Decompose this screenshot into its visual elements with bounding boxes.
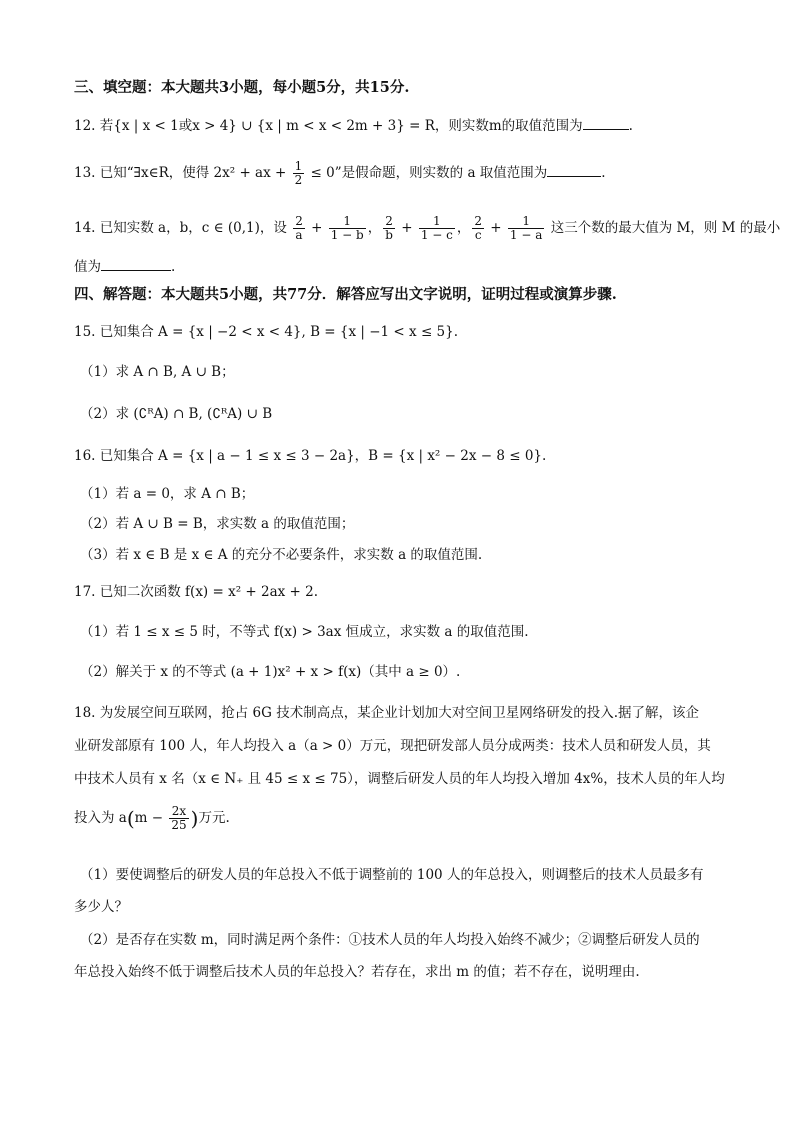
fraction: $\frac{2x}{25}$ [171, 804, 187, 832]
left-paren: ( [126, 806, 135, 831]
question-18-part-2: （2）是否存在实数 m，同时满足两个条件：①技术人员的年人均投入始终不减少；②调整后研发人员的 [80, 932, 700, 948]
answer-blank[interactable] [583, 115, 629, 130]
fraction: $\frac{1}{1 - c}$ [420, 214, 453, 242]
question-18-line-3: 中技术人员有 x 名（x ∈ N₊ 且 45 ≤ x ≤ 75），调整后研发人员的年人均投入增加 4x%，技术人员的年人均 [74, 771, 725, 787]
fraction: $\frac{1}{2}$ [294, 159, 303, 187]
question-16-part-3: （3）若 x ∈ B 是 x ∈ A 的充分不必要条件，求实数 a 的取值范围. [80, 547, 483, 563]
question-14-cont: 值为 . [74, 256, 734, 277]
question-16-part-1: （1）若 a = 0，求 A ∩ B； [80, 486, 255, 502]
question-12: 12. 若{x | x < 1或x > 4} ∪ {x | m < x < 2m + 3} = R，则实数m的取值范围为 . [74, 115, 734, 136]
question-15: 15. 已知集合 A = {x | −2 < x < 4}, B = {x | −1 < x ≤ 5}. [74, 324, 459, 340]
question-18-part-2-cont: 年总投入始终不低于调整后技术人员的年总投入？若存在，求出 m 的值；若不存在，说明理由. [74, 964, 640, 980]
fraction: $\frac{2}{c}$ [474, 214, 483, 242]
question-17-part-1: （1）若 1 ≤ x ≤ 5 时，不等式 f(x) > 3ax 恒成立，求实数 a 的取值范围. [80, 624, 529, 640]
right-paren: ) [190, 806, 199, 831]
fraction: $\frac{1}{1 - a}$ [509, 214, 543, 242]
question-18-line-4: 投入为 a(m − $\frac{2x}{25}$ )万元. [74, 804, 230, 832]
set-a: {x | x < 1或x > 4} [113, 118, 237, 134]
answer-blank[interactable] [101, 256, 171, 271]
question-18-part-1: （1）要使调整后的研发人员的年总投入不低于调整前的 100 人的年总投入，则调整后的技术人员最多有 [80, 867, 704, 883]
fraction: $\frac{1}{1 - b}$ [330, 214, 364, 242]
question-18-part-1-cont: 多少人？ [74, 899, 128, 915]
question-15-part-1: （1）求 A ∩ B, A ∪ B； [80, 364, 235, 380]
question-16: 16. 已知集合 A = {x | a − 1 ≤ x ≤ 3 − 2a}，B = {x | x² − 2x − 8 ≤ 0}. [74, 448, 547, 464]
question-18-line-1: 18. 为发展空间互联网，抢占 6G 技术制高点，某企业计划加大对空间卫星网络研发的投入.据了解，该企 [74, 705, 700, 721]
question-17-part-2: （2）解关于 x 的不等式 (a + 1)x² + x > f(x)（其中 a ≥ 0）. [80, 664, 461, 680]
question-15-part-2: （2）求 (∁ᴿA) ∩ B, (∁ᴿA) ∪ B [80, 406, 273, 422]
section-4-heading: 四、解答题：本大题共5小题，共77分．解答应写出文字说明，证明过程或演算步骤. [74, 286, 617, 303]
question-17: 17. 已知二次函数 f(x) = x² + 2ax + 2. [74, 584, 319, 600]
fraction: $\frac{2}{a}$ [295, 214, 303, 242]
question-16-part-2: （2）若 A ∪ B = B，求实数 a 的取值范围； [80, 516, 355, 532]
question-14: 14. 已知实数 a，b，c ∈ (0,1)，设 $\frac{2}{a}$ + $\frac{1}{1 - b}$ ， $\frac{2}{b}$ + $\frac{1}{1 - c}$ ， $\frac{2}{c}$ + $\frac{1}{1 - a}$ 这三个数的最大值为 M，则 M 的最小 [74, 214, 781, 242]
set-b: {x | m < x < 2m + 3} [256, 118, 405, 134]
answer-blank[interactable] [547, 162, 601, 177]
section-3-heading: 三、填空题：本大题共3小题，每小题5分，共15分. [74, 79, 410, 96]
question-13: 13. 已知“∃x∈R，使得 2x² + ax + $\frac{1}{2}$ ≤ 0”是假命题，则实数的 a 取值范围为 . [74, 159, 606, 187]
question-18-line-2: 业研发部原有 100 人，年人均投入 a（a > 0）万元，现把研发部人员分成两类：技术人员和研发人员，其 [74, 738, 711, 754]
fraction: $\frac{2}{b}$ [385, 214, 393, 242]
